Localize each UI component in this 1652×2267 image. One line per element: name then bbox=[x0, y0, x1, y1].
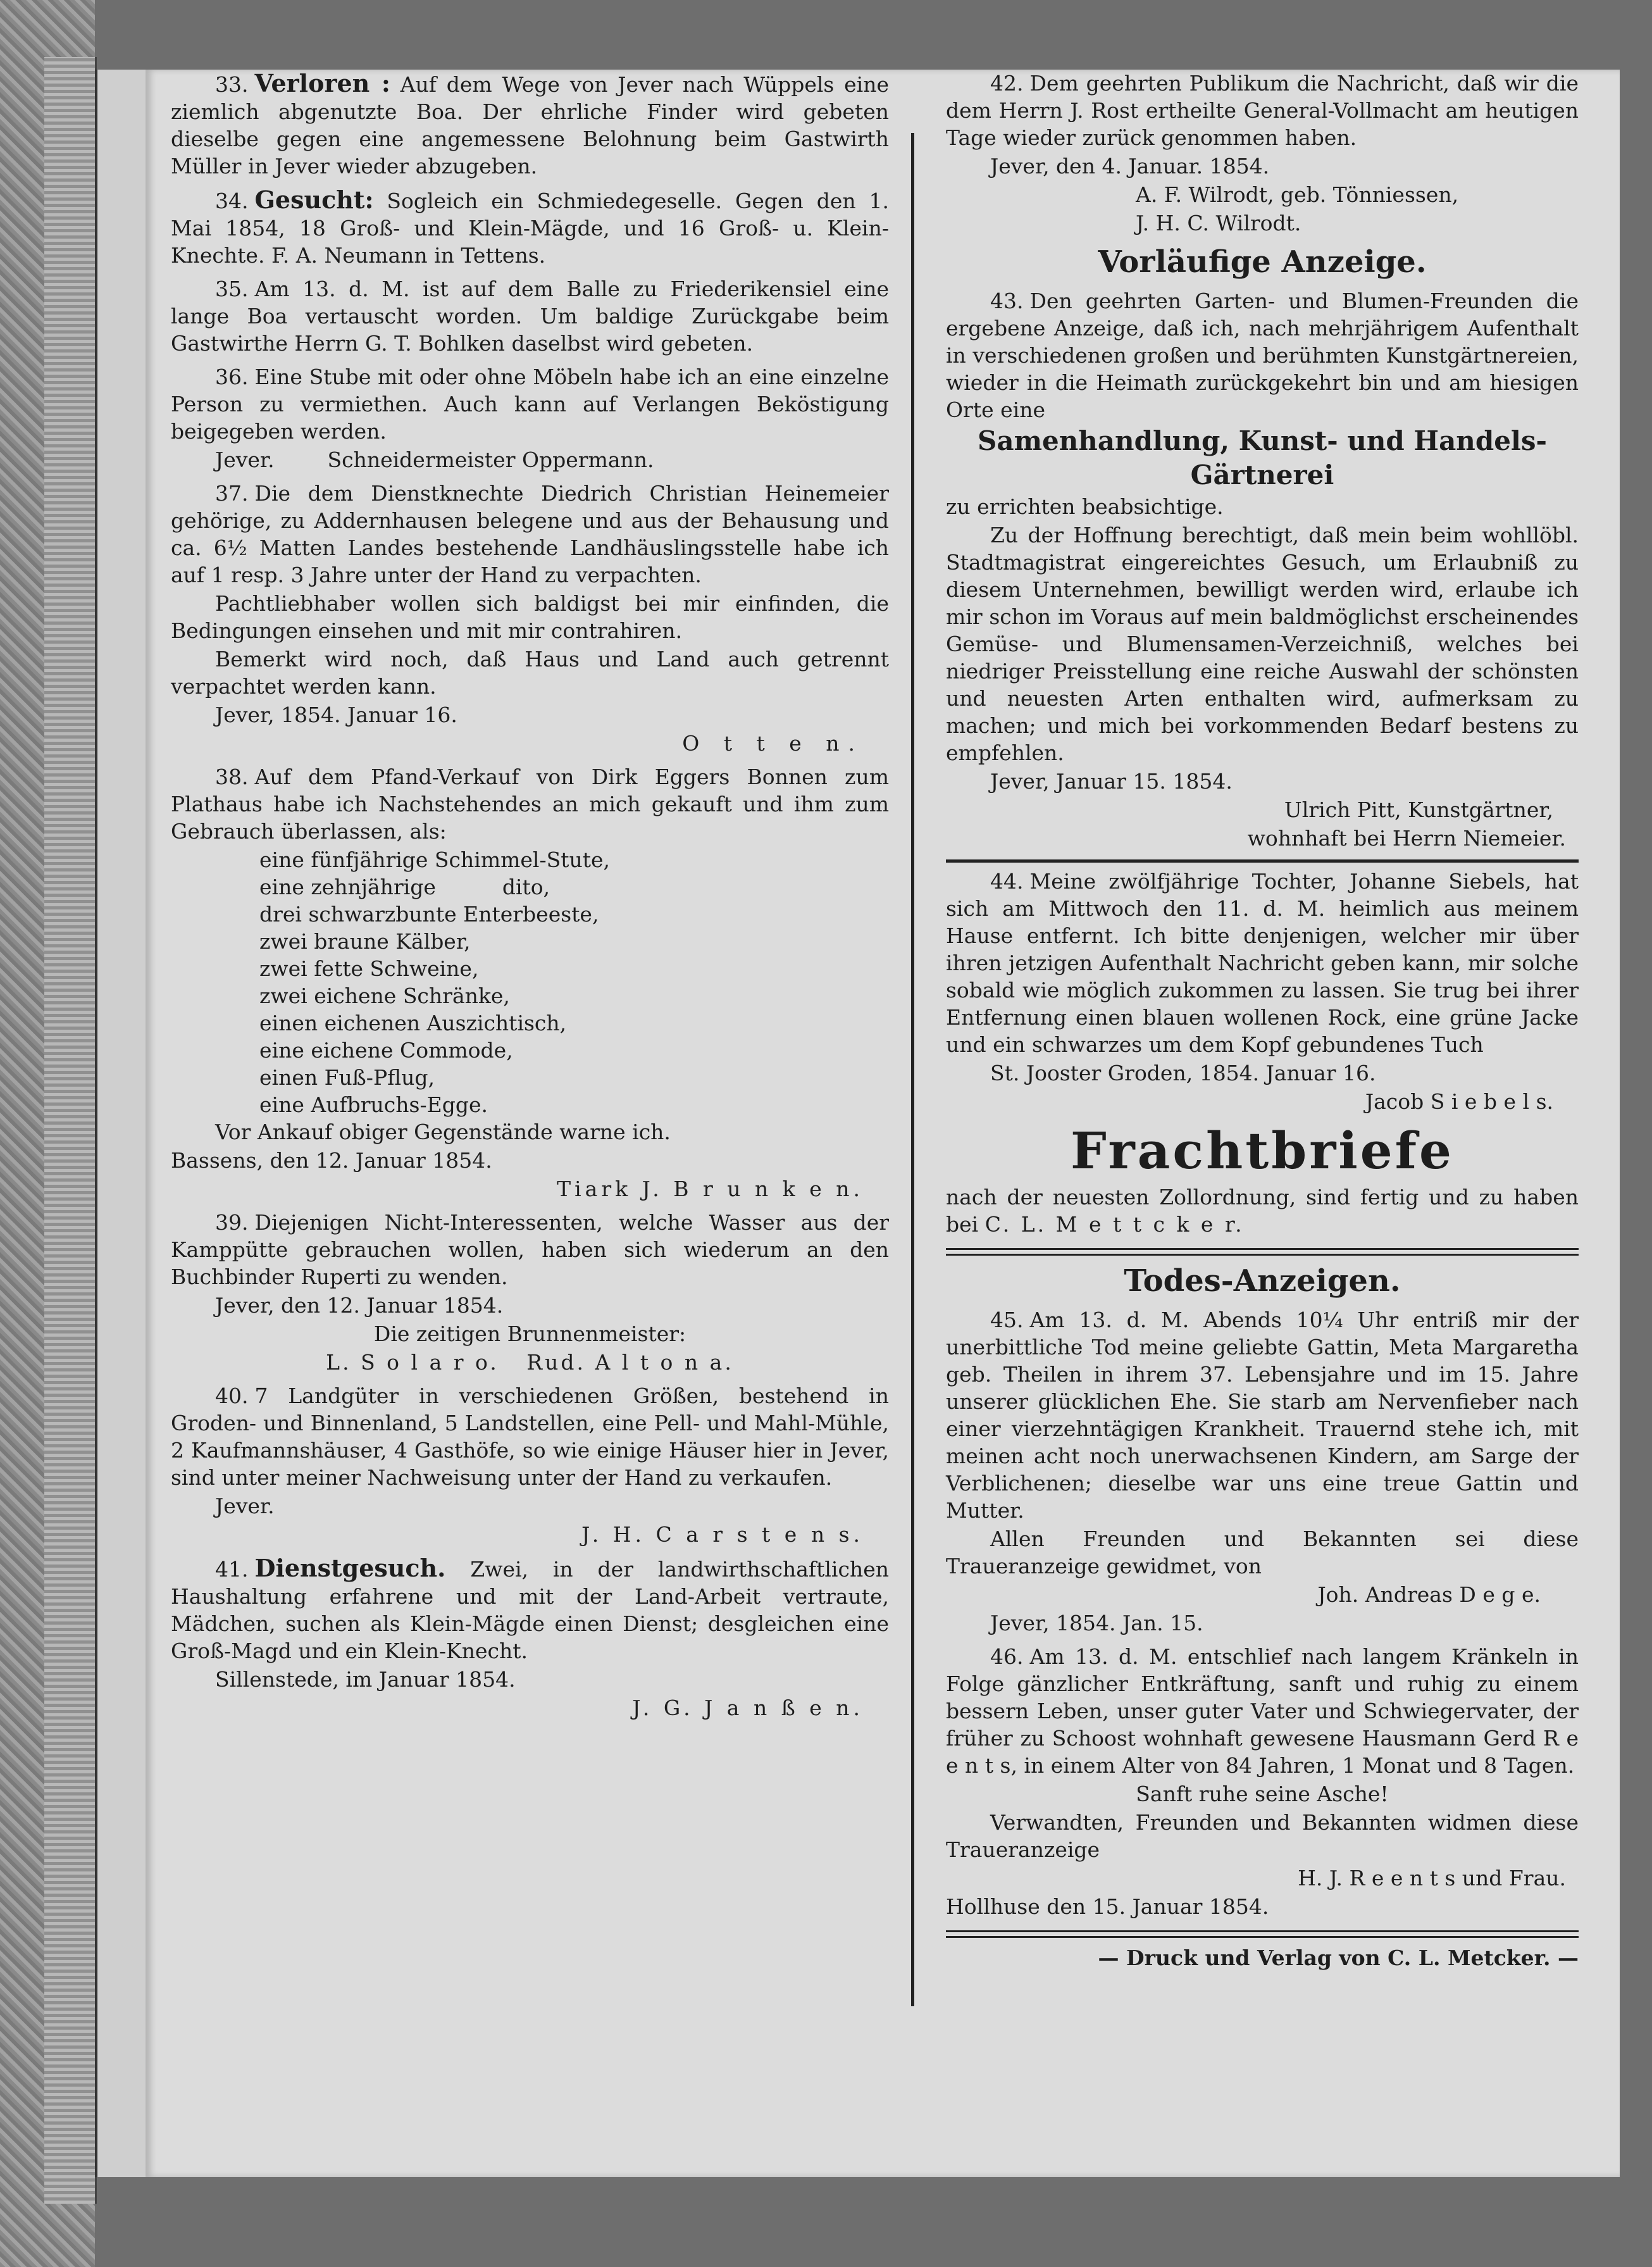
notice-signature: H. J. R e e n t s und Frau. bbox=[1298, 1866, 1566, 1890]
notice-text: Meine zwölfjährige Tochter, Johanne Siebels, hat sich am Mittwoch den 11. d. M. heimlich aus meinem Hause entfernt. Ich bitte denjenigen, welcher mir über ihren jetzigen Aufenthalt Nachricht geben kann, mir solche sobald wie möglich zukommen zu lassen. Sie trug bei ihrer Entfernung einen blauen wollenen Rock, eine grüne Jacke und ein schwarzes um dem Kopf gebundenes Tuch bbox=[946, 869, 1579, 1057]
notice-date: Sillenstede, im Januar 1854. bbox=[215, 1667, 516, 1692]
notice-number: 33. bbox=[215, 72, 249, 97]
notice-36 bbox=[171, 363, 889, 473]
notice-text: 7 Landgüter in verschiedenen Größen, bestehend in Groden- und Binnenland, 5 Landstellen, eine Pell- und Mahl-Mühle, 2 Kaufmannshäuser, 4 Gasthöfe, so wie einige Häuser hier in Jever, sind unter meiner Nachweisung unter der Hand zu verkaufen. bbox=[171, 1383, 889, 1490]
notice-number: 41. bbox=[215, 1557, 249, 1582]
list-item: eine zehnjährige dito, bbox=[259, 875, 550, 899]
notice-number: 34. bbox=[215, 189, 249, 213]
notice-keyword: Gesucht: bbox=[254, 185, 374, 214]
notice-42 bbox=[946, 70, 1579, 237]
notice-text: Bemerkt wird noch, daß Haus und Land auch getrennt verpachtet werden kann. bbox=[171, 647, 889, 699]
notice-frachtbriefe bbox=[946, 1183, 1579, 1238]
notice-number: 38. bbox=[215, 765, 249, 789]
notice-number: 35. bbox=[215, 277, 249, 301]
notice-signature: Joh. Andreas D e g e. bbox=[1317, 1582, 1541, 1607]
book-spine-edge bbox=[44, 57, 97, 2204]
separator-rule bbox=[946, 1248, 1579, 1256]
notice-46 bbox=[946, 1643, 1579, 1920]
column-divider bbox=[911, 133, 914, 2006]
notice-text: Eine Stube mit oder ohne Möbeln habe ich an eine einzelne Person zu vermiethen. Auch kann auf Verlangen Beköstigung beigegeben werden. bbox=[171, 365, 889, 444]
notice-text: Zu der Hoffnung berechtigt, daß mein beim wohllöbl. Stadtmagistrat eingereichtes Gesuch, um Erlaubniß zu diesem Unternehmen, bewilligt werden wird, erlaube ich mir schon im Voraus auf mein baldmöglichst erscheinendes Gemüse- und Blumensamen-Verzeichniß, welches bei niedriger Preisstellung eine reiche Auswahl der schönsten und neuesten Arten enthalten wird, aufmerksam zu machen; und mich bei vorkommenden Bedarf bestens zu empfehlen. bbox=[946, 523, 1579, 765]
notice-text: Den geehrten Garten- und Blumen-Freunden die ergebene Anzeige, daß ich, nach mehrjährigem Aufenthalt in verschiedenen großen und berühmten Kunstgärtnereien, wieder in die Heimath zurückgekehrt bin und am hiesigen Orte eine bbox=[946, 289, 1579, 422]
notice-33 bbox=[171, 70, 889, 180]
notice-text: Auf dem Wege von Jever nach Wüppels eine ziemlich abgenutzte Boa. Der ehrliche Finder wird gebeten dieselbe gegen eine angemessene Belohnung beim Gastwirth Müller in Jever wieder abzugeben. bbox=[171, 72, 890, 178]
notice-place: Jever. bbox=[215, 447, 275, 472]
notice-text: Allen Freunden und Bekannten sei diese Traueranzeige gewidmet, von bbox=[946, 1527, 1579, 1578]
list-item: einen Fuß-Pflug, bbox=[259, 1065, 435, 1090]
notice-text: Am 13. d. M. entschlief nach langem Kränkeln in Folge gänzlicher Entkräftung, sanft und ruhig zu einem bessern Leben, unser guter Vater und Schwiegervater, der früher zu Schoost wohnhaft gewesene Hausmann Gerd R e e n t s, in einem Alter von 84 Jahren, 1 Monat und 8 Tagen. bbox=[946, 1644, 1579, 1778]
notice-signature: wohnhaft bei Herrn Niemeier. bbox=[1247, 826, 1566, 851]
notice-text: Am 13. d. M. ist auf dem Balle zu Friederikensiel eine lange Boa vertauscht worden. Um baldige Zurückgabe beim Gastwirthe Herrn G. T. Bohlken daselbst wird gebeten. bbox=[171, 277, 889, 356]
notice-45 bbox=[946, 1306, 1579, 1637]
notice-34 bbox=[171, 186, 889, 269]
list-item: zwei fette Schweine, bbox=[259, 956, 479, 981]
notice-text: Verwandten, Freunden und Bekannten widmen diese Traueranzeige bbox=[946, 1810, 1579, 1862]
notice-role: Die zeitigen Brunnenmeister: bbox=[373, 1321, 686, 1346]
notice-text: Vor Ankauf obiger Gegenstände warne ich. bbox=[215, 1120, 671, 1144]
notice-number: 42. bbox=[990, 71, 1024, 96]
notice-keyword: Verloren : bbox=[254, 69, 390, 97]
notice-text: zu errichten beabsichtige. bbox=[946, 494, 1224, 519]
list-item: zwei eichene Schränke, bbox=[259, 984, 510, 1008]
notice-35 bbox=[171, 275, 889, 357]
notice-date: St. Jooster Groden, 1854. Januar 16. bbox=[990, 1061, 1376, 1085]
notice-signature: Ulrich Pitt, Kunstgärtner, bbox=[1284, 797, 1553, 822]
notice-number: 43. bbox=[990, 289, 1024, 313]
separator-rule bbox=[946, 859, 1579, 863]
list-item: einen eichenen Auszichtisch, bbox=[259, 1011, 567, 1035]
notice-date: Hollhuse den 15. Januar 1854. bbox=[946, 1894, 1269, 1919]
right-column bbox=[946, 70, 1579, 1971]
notice-37 bbox=[171, 480, 889, 757]
notice-signature: A. F. Wilrodt, geb. Tönniessen, bbox=[1136, 182, 1459, 207]
notice-signature: F. A. Neumann in Tettens. bbox=[271, 243, 546, 268]
notice-date: Bassens, den 12. Januar 1854. bbox=[171, 1148, 492, 1173]
list-item: drei schwarzbunte Enterbeeste, bbox=[259, 902, 599, 927]
notice-text: Pachtliebhaber wollen sich baldigst bei mir einfinden, die Bedingungen einsehen und mit mir contrahiren. bbox=[171, 591, 889, 643]
notice-signature: J. G. J a n ß e n. bbox=[632, 1696, 864, 1720]
notice-text: Die dem Dienstknechte Diedrich Christian Heinemeier gehörige, zu Addernhausen belegene und aus der Behausung und ca. 6½ Matten Landes bestehende Landhäuslingsstelle habe ich auf 1 resp. 3 Jahre unter der Hand zu verpachten. bbox=[171, 481, 889, 587]
notice-40 bbox=[171, 1382, 889, 1548]
list-item: zwei braune Kälber, bbox=[259, 929, 471, 954]
separator-rule bbox=[946, 1930, 1579, 1938]
notice-number: 40. bbox=[215, 1383, 249, 1408]
notice-signature: J. H. C a r s t e n s. bbox=[581, 1522, 864, 1547]
notice-38 bbox=[171, 763, 889, 1202]
list-item: eine Aufbruchs-Egge. bbox=[259, 1092, 488, 1117]
printer-imprint: — Druck und Verlag von C. L. Metcker. — bbox=[1098, 1945, 1579, 1970]
notice-text: Zwei, in der landwirthschaftlichen Haushaltung erfahrene und mit der Land-Arbeit vertraute, Mädchen, suchen als Klein-Mägde einen Dienst; desgleichen eine Groß-Magd und ein Klein-Knecht. bbox=[171, 1557, 889, 1663]
notice-text: Diejenigen Nicht-Interessenten, welche Wasser aus der Kamppütte gebrauchen wollen, haben sich wiederum an den Buchbinder Ruperti zu wenden. bbox=[171, 1210, 889, 1289]
notice-text: nach der neuesten Zollordnung, sind fertig und zu haben bei bbox=[946, 1185, 1579, 1237]
notice-number: 36. bbox=[215, 365, 249, 389]
notice-number: 46. bbox=[990, 1644, 1024, 1669]
section-heading: Todes-Anzeigen. bbox=[1124, 1263, 1401, 1299]
notice-date: Jever, den 4. Januar. 1854. bbox=[990, 154, 1270, 178]
notice-number: 37. bbox=[215, 481, 249, 506]
notice-signature: L. S o l a r o. Rud. A l t o n a. bbox=[326, 1350, 734, 1375]
notice-date: Jever, Januar 15. 1854. bbox=[990, 769, 1233, 794]
left-column bbox=[171, 70, 889, 1728]
list-item: eine fünfjährige Schimmel-Stute, bbox=[259, 847, 611, 872]
notice-number: 39. bbox=[215, 1210, 249, 1235]
notice-signature: Tiark J. B r u n k e n. bbox=[557, 1177, 864, 1201]
notice-text: Dem geehrten Publikum die Nachricht, daß wir die dem Herrn J. Rost ertheilte General-Vollmacht am heutigen Tage wieder zurück genommen haben. bbox=[946, 71, 1579, 150]
notice-signature: Jacob S i e b e l s. bbox=[1365, 1089, 1553, 1114]
notice-text: Auf dem Pfand-Verkauf von Dirk Eggers Bonnen zum Plathaus habe ich Nachstehendes an mich gekauft und ihm zum Gebrauch überlassen, als: bbox=[171, 765, 889, 844]
notice-place: Jever. bbox=[215, 1494, 275, 1518]
notice-number: 45. bbox=[990, 1308, 1024, 1332]
notice-text: Sanft ruhe seine Asche! bbox=[1136, 1782, 1389, 1806]
notice-date: Jever, 1854. Jan. 15. bbox=[990, 1611, 1203, 1635]
notice-date: Jever, 1854. Januar 16. bbox=[215, 703, 457, 727]
notice-number: 44. bbox=[990, 869, 1024, 894]
section-heading: Vorläufige Anzeige. bbox=[1098, 244, 1427, 280]
list-item: eine eichene Commode, bbox=[259, 1038, 513, 1063]
notice-signature: C. L. M e t t c k e r. bbox=[984, 1212, 1245, 1237]
item-list bbox=[171, 846, 889, 1118]
notice-41 bbox=[171, 1554, 889, 1721]
notice-signature: O t t e n. bbox=[682, 731, 864, 756]
advert-heading: Frachtbriefe bbox=[1071, 1121, 1454, 1180]
notice-text: Am 13. d. M. Abends 10¼ Uhr entriß mir der unerbittliche Tod meine geliebte Gattin, Meta Margaretha geb. Theilen in ihrem 37. Lebensjahre und im 15. Jahre unserer glücklichen Ehe. Sie starb am Nervenfieber nach einer vierzehntägigen Krankheit. Trauernd stehe ich, mit meinen acht noch unerwachsenen Kindern, am Sarge der Verblichenen; dieselbe war uns eine treue Gattin und Mutter. bbox=[946, 1308, 1579, 1523]
notice-signature: Schneidermeister Oppermann. bbox=[327, 447, 654, 472]
business-name: Gärtnerei bbox=[1190, 459, 1334, 490]
notice-text: Sogleich ein Schmiedegeselle. Gegen den 1. Mai 1854, 18 Groß- und Klein-Mägde, und 16 Groß- u. Klein-Knechte. bbox=[171, 189, 889, 268]
notice-signature: J. H. C. Wilrodt. bbox=[1136, 211, 1301, 235]
notice-date: Jever, den 12. Januar 1854. bbox=[215, 1293, 504, 1318]
notice-39 bbox=[171, 1209, 889, 1376]
business-name: Samenhandlung, Kunst- und Handels- bbox=[978, 425, 1547, 456]
notice-keyword: Dienstgesuch. bbox=[254, 1554, 446, 1582]
notice-44 bbox=[946, 868, 1579, 1115]
notice-43 bbox=[946, 287, 1579, 852]
